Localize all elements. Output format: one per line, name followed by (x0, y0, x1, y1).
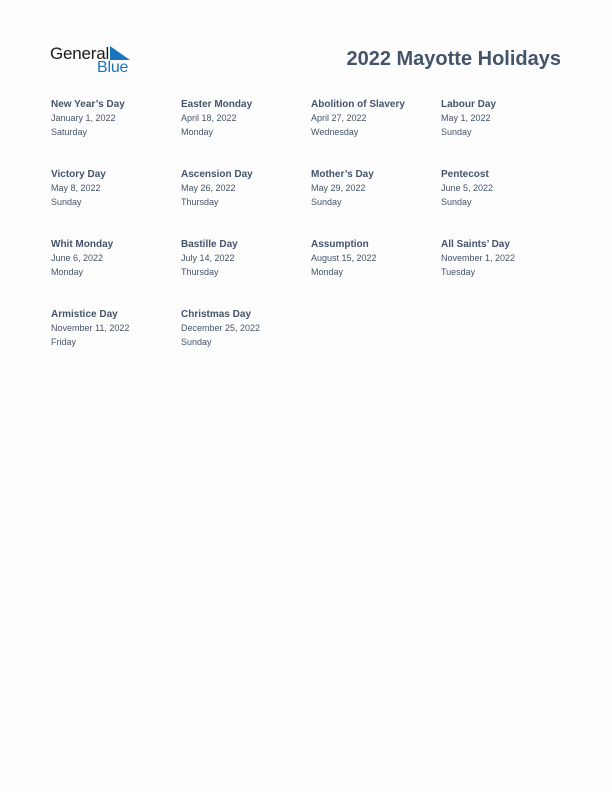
holiday-item (181, 168, 309, 209)
holiday-item (441, 238, 569, 279)
general-blue-logo (50, 44, 140, 78)
logo-text-blue: Blue (97, 59, 129, 76)
holiday-item (51, 308, 179, 349)
holiday-weekday: Thursday (181, 197, 219, 207)
holiday-item (441, 98, 569, 139)
holiday-name: Victory Day (51, 169, 106, 180)
holiday-name: All Saints’ Day (441, 239, 510, 250)
holiday-item (311, 238, 439, 279)
holiday-name: New Year’s Day (51, 99, 125, 110)
holiday-name: Christmas Day (181, 309, 252, 320)
holiday-weekday: Sunday (181, 337, 212, 347)
holiday-weekday: Monday (51, 267, 84, 277)
holiday-name: Assumption (311, 239, 369, 250)
holiday-weekday: Wednesday (311, 127, 359, 137)
holiday-weekday: Thursday (181, 267, 219, 277)
holiday-item (181, 308, 309, 349)
holiday-date: May 8, 2022 (51, 183, 101, 193)
holiday-name: Whit Monday (51, 239, 114, 250)
holiday-date: January 1, 2022 (51, 113, 116, 123)
holiday-date: April 18, 2022 (181, 113, 237, 123)
holiday-name: Ascension Day (181, 169, 253, 180)
holiday-date: November 1, 2022 (441, 253, 516, 263)
holiday-item (441, 168, 569, 209)
holiday-item (51, 98, 179, 139)
holiday-item (311, 98, 439, 139)
holiday-weekday: Sunday (441, 197, 472, 207)
holiday-date: June 5, 2022 (441, 183, 494, 193)
holiday-item (181, 238, 309, 279)
holiday-item (51, 168, 179, 209)
holiday-weekday: Tuesday (441, 267, 476, 277)
holiday-item (311, 168, 439, 209)
holiday-date: December 25, 2022 (181, 323, 261, 333)
holiday-weekday: Monday (311, 267, 344, 277)
holiday-date: June 6, 2022 (51, 253, 104, 263)
logo-text-general: General (50, 44, 110, 63)
holiday-weekday: Sunday (441, 127, 472, 137)
holiday-date: May 1, 2022 (441, 113, 491, 123)
holiday-name: Mother’s Day (311, 169, 374, 180)
holiday-name: Armistice Day (51, 309, 118, 320)
holiday-item (51, 238, 179, 279)
holiday-weekday: Saturday (51, 127, 88, 137)
holiday-weekday: Sunday (51, 197, 82, 207)
holiday-weekday: Monday (181, 127, 214, 137)
holiday-name: Pentecost (441, 169, 489, 180)
holiday-date: May 29, 2022 (311, 183, 366, 193)
holiday-date: July 14, 2022 (181, 253, 235, 263)
page-title: 2022 Mayotte Holidays (346, 48, 561, 70)
holiday-name: Abolition of Slavery (311, 99, 405, 110)
holiday-name: Labour Day (441, 99, 497, 110)
holiday-name: Bastille Day (181, 239, 238, 250)
logo-triangle-icon (110, 46, 130, 60)
holiday-date: November 11, 2022 (51, 323, 130, 333)
holiday-weekday: Friday (51, 337, 77, 347)
holiday-weekday: Sunday (311, 197, 342, 207)
holiday-name: Easter Monday (181, 99, 253, 110)
holiday-date: August 15, 2022 (311, 253, 377, 263)
holiday-date: April 27, 2022 (311, 113, 367, 123)
holiday-item (181, 98, 309, 139)
holiday-date: May 26, 2022 (181, 183, 236, 193)
